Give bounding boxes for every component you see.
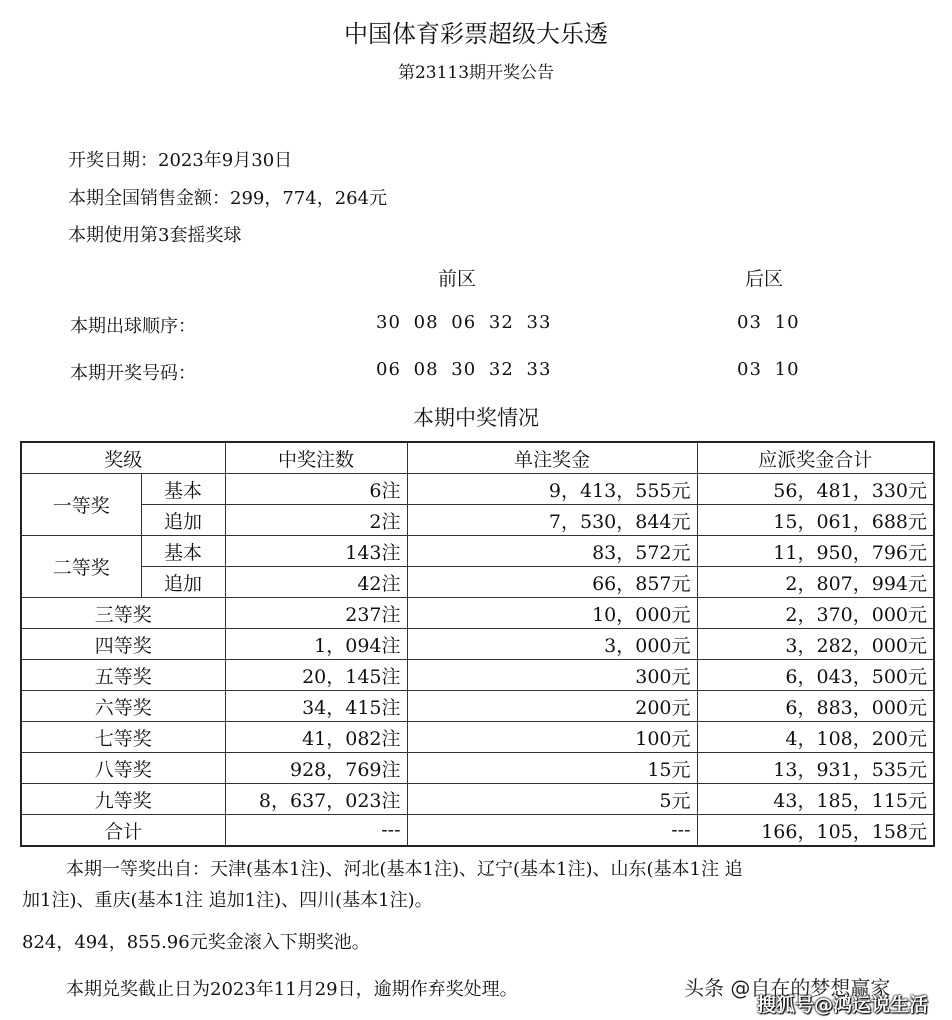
table-row: [21, 753, 934, 784]
total-prize: 2，807，994元: [697, 567, 934, 598]
draw-date: 开奖日期：2023年9月30日: [68, 150, 293, 171]
total-label: 合计: [21, 815, 225, 847]
prize-table: [20, 441, 935, 847]
prize-sublevel: 追加: [141, 567, 225, 598]
prize-sublevel: 基本: [141, 536, 225, 567]
table-row: [21, 691, 934, 722]
issue-subtitle: 第23113期开奖公告: [397, 63, 555, 83]
winner-count: 2注: [225, 505, 407, 536]
front-zone-label: 前区: [438, 268, 477, 290]
table-row: [21, 474, 934, 505]
unit-prize: 83，572元: [407, 536, 697, 567]
header-unit-prize: 单注奖金: [407, 442, 697, 474]
table-row: [21, 567, 934, 598]
prize-level: 三等奖: [21, 598, 225, 629]
total-prize: 2，370，000元: [697, 598, 934, 629]
total-prize: 4，108，200元: [697, 722, 934, 753]
prize-level: 五等奖: [21, 660, 225, 691]
header-count: 中奖注数: [225, 442, 407, 474]
total-prize: 13，931，535元: [697, 753, 934, 784]
draw-order-label: 本期出球顺序：: [70, 316, 196, 337]
prize-level: 七等奖: [21, 722, 225, 753]
winner-count: 237注: [225, 598, 407, 629]
ball-set: 本期使用第3套摇奖球: [68, 225, 242, 246]
table-row: [21, 784, 934, 815]
winner-count: 8，637，023注: [225, 784, 407, 815]
prize-level: 六等奖: [21, 691, 225, 722]
prize-level: 一等奖: [21, 474, 141, 536]
unit-prize: 7，530，844元: [407, 505, 697, 536]
sales-amount: 本期全国销售金额：299，774，264元: [68, 188, 388, 209]
first-prize-origin-line1: 本期一等奖出自：天津(基本1注)、河北(基本1注)、辽宁(基本1注)、山东(基本1注 追: [66, 859, 743, 880]
total-prize: 3，282，000元: [697, 629, 934, 660]
unit-prize: 9，413，555元: [407, 474, 697, 505]
total-prize: 6，043，500元: [697, 660, 934, 691]
toutiao-watermark: 头条 @自在的梦想赢家: [684, 976, 891, 1000]
table-row: [21, 722, 934, 753]
winner-count: 34，415注: [225, 691, 407, 722]
announcement-title: 中国体育彩票超级大乐透: [344, 20, 608, 48]
unit-prize: 5元: [407, 784, 697, 815]
prize-level: 八等奖: [21, 753, 225, 784]
winner-count: 6注: [225, 474, 407, 505]
header-total-prize: 应派奖金合计: [697, 442, 934, 474]
deadline-note: 本期兑奖截止日为2023年11月29日，逾期作弃奖处理。: [66, 979, 518, 1000]
prize-level: 四等奖: [21, 629, 225, 660]
unit-prize: 100元: [407, 722, 697, 753]
prize-sublevel: 追加: [141, 505, 225, 536]
prize-level: 二等奖: [21, 536, 141, 598]
rollover-note: 824，494，855.96元奖金滚入下期奖池。: [22, 932, 370, 953]
winner-count: 41，082注: [225, 722, 407, 753]
grand-total-prize: 166，105，158元: [697, 815, 934, 847]
prize-level: 九等奖: [21, 784, 225, 815]
total-prize: 43，185，115元: [697, 784, 934, 815]
unit-prize: ---: [407, 815, 697, 847]
unit-prize: 300元: [407, 660, 697, 691]
table-row: [21, 660, 934, 691]
winning-number-label: 本期开奖号码：: [70, 363, 196, 384]
winning-number-back: 03 10: [737, 359, 800, 380]
winner-count: 42注: [225, 567, 407, 598]
unit-prize: 66，857元: [407, 567, 697, 598]
table-row: [21, 629, 934, 660]
unit-prize: 3，000元: [407, 629, 697, 660]
draw-order-front: 30 08 06 32 33: [376, 312, 552, 333]
prize-section-title: 本期中奖情况: [413, 406, 539, 430]
prize-sublevel: 基本: [141, 474, 225, 505]
winner-count: 1，094注: [225, 629, 407, 660]
draw-order-back: 03 10: [737, 312, 800, 333]
total-prize: 15，061，688元: [697, 505, 934, 536]
table-row: [21, 598, 934, 629]
header-level: 奖级: [21, 442, 225, 474]
total-prize: 11，950，796元: [697, 536, 934, 567]
winner-count: 928，769注: [225, 753, 407, 784]
total-prize: 6，883，000元: [697, 691, 934, 722]
table-header-row: [21, 442, 934, 474]
unit-prize: 10，000元: [407, 598, 697, 629]
total-prize: 56，481，330元: [697, 474, 934, 505]
table-total-row: [21, 815, 934, 847]
winning-number-front: 06 08 30 32 33: [376, 359, 552, 380]
unit-prize: 15元: [407, 753, 697, 784]
sohu-watermark: 搜狐号@鸿运说生活: [757, 994, 929, 1016]
winner-count: ---: [225, 815, 407, 847]
back-zone-label: 后区: [745, 268, 784, 290]
unit-prize: 200元: [407, 691, 697, 722]
table-row: [21, 536, 934, 567]
table-row: [21, 505, 934, 536]
first-prize-origin-line2: 加1注)、重庆(基本1注 追加1注)、四川(基本1注)。: [22, 890, 433, 911]
winner-count: 143注: [225, 536, 407, 567]
winner-count: 20，145注: [225, 660, 407, 691]
